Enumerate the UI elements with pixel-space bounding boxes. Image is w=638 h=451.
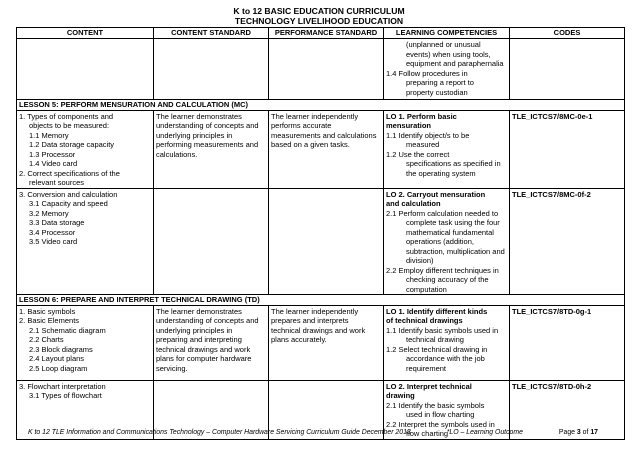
lesson-heading-row (17, 295, 625, 306)
content-cell: 1. Basic symbols 2. Basic Elements 2.1 Schematic diagram 2.2 Charts 2.3 Block diagrams 2.4 Layout plans 2.5 Loop diagram (17, 305, 154, 380)
table-row (17, 110, 625, 188)
content-cell: 3. Conversion and calculation 3.1 Capacity and speed 3.2 Memory 3.3 Data storage 3.4 Processor 3.5 Video card (17, 188, 154, 295)
performance-standard-cell: The learner independently prepares and interprets technical drawings and work plans accurately. (269, 305, 384, 380)
codes-cell (510, 39, 625, 100)
page-number: Page 3 of 17 (558, 429, 598, 436)
header-learning-competencies: LEARNING COMPETENCIES (384, 28, 510, 39)
content-standard-cell: The learner demonstrates understanding of concepts and underlying principles in performing measurements and calculations. (154, 110, 269, 188)
document-title (0, 6, 638, 26)
competencies-cell: LO 1. Perform basic mensuration 1.1 Identify object/s to be measured 1.2 Use the correct specifications as specified in the operating system (384, 110, 510, 188)
lesson-heading-row (17, 100, 625, 111)
header-content-standard: CONTENT STANDARD (154, 28, 269, 39)
curriculum-table (16, 27, 625, 440)
header-content: CONTENT (17, 28, 154, 39)
table-row (17, 39, 625, 100)
title-line-1: K to 12 BASIC EDUCATION CURRICULUM (233, 6, 405, 16)
page-footer (28, 429, 598, 436)
lesson-heading: LESSON 5: PERFORM MENSURATION AND CALCULATION (MC) (17, 100, 625, 111)
header-row (17, 28, 625, 39)
lesson-heading: LESSON 6: PREPARE AND INTERPRET TECHNICAL DRAWING (TD) (17, 295, 625, 306)
performance-standard-cell (269, 39, 384, 100)
competencies-cell: LO 2. Carryout mensuration and calculation 2.1 Perform calculation needed to complete task using the four mathematical fundamental operations (addition, subtraction, multiplication and division) 2.2 Employ different techniques in checking accuracy of the computation (384, 188, 510, 295)
code-cell: TLE_ICTCS7/8MC-0f-2 (510, 188, 625, 295)
content-standard-cell (154, 188, 269, 295)
competencies-cell: (unplanned or unusual events) when using tools, equipment and paraphernalia 1.4 Follow procedures in preparing a report to property custodian (384, 39, 510, 100)
content-cell (17, 39, 154, 100)
code-cell: TLE_ICTCS7/8TD-0h-2 (510, 380, 625, 439)
content-cell: 1. Types of components and objects to be measured: 1.1 Memory 1.2 Data storage capacity 1.3 Processor 1.4 Video card 2. Correct specifications of the relevant sources (17, 110, 154, 188)
competencies-cell: LO 1. Identify different kinds of technical drawings 1.1 Identify basic symbols used in technical drawing 1.2 Select technical drawing in accordance with the job requirement (384, 305, 510, 380)
content-standard-cell: The learner demonstrates understanding of concepts and underlying principles in preparing and interpreting technical drawings and work plans for computer hardware servicing. (154, 305, 269, 380)
code-cell: TLE_ICTCS7/8MC-0e-1 (510, 110, 625, 188)
content-cell: 3. Flowchart interpretation 3.1 Types of flowchart (17, 380, 154, 439)
header-performance-standard: PERFORMANCE STANDARD (269, 28, 384, 39)
footer-guide-title: K to 12 TLE Information and Communications Technology – Computer Hardware Servicing Curriculum Guide December 2013 (28, 429, 411, 436)
title-line-2: TECHNOLOGY LIVELIHOOD EDUCATION (234, 16, 404, 26)
footer-legend: *LO – Learning Outcome (446, 429, 523, 436)
performance-standard-cell: The learner independently performs accurate measurements and calculations based on a given tasks. (269, 110, 384, 188)
table-row (17, 188, 625, 295)
content-standard-cell (154, 39, 269, 100)
performance-standard-cell (269, 188, 384, 295)
code-cell: TLE_ICTCS7/8TD-0g-1 (510, 305, 625, 380)
competencies-cell: LO 2. Interpret technical drawing 2.1 Identify the basic symbols used in flow charting 2.2 Interpret the symbols used in flow charting (384, 380, 510, 439)
header-codes: CODES (510, 28, 625, 39)
table-row (17, 305, 625, 380)
